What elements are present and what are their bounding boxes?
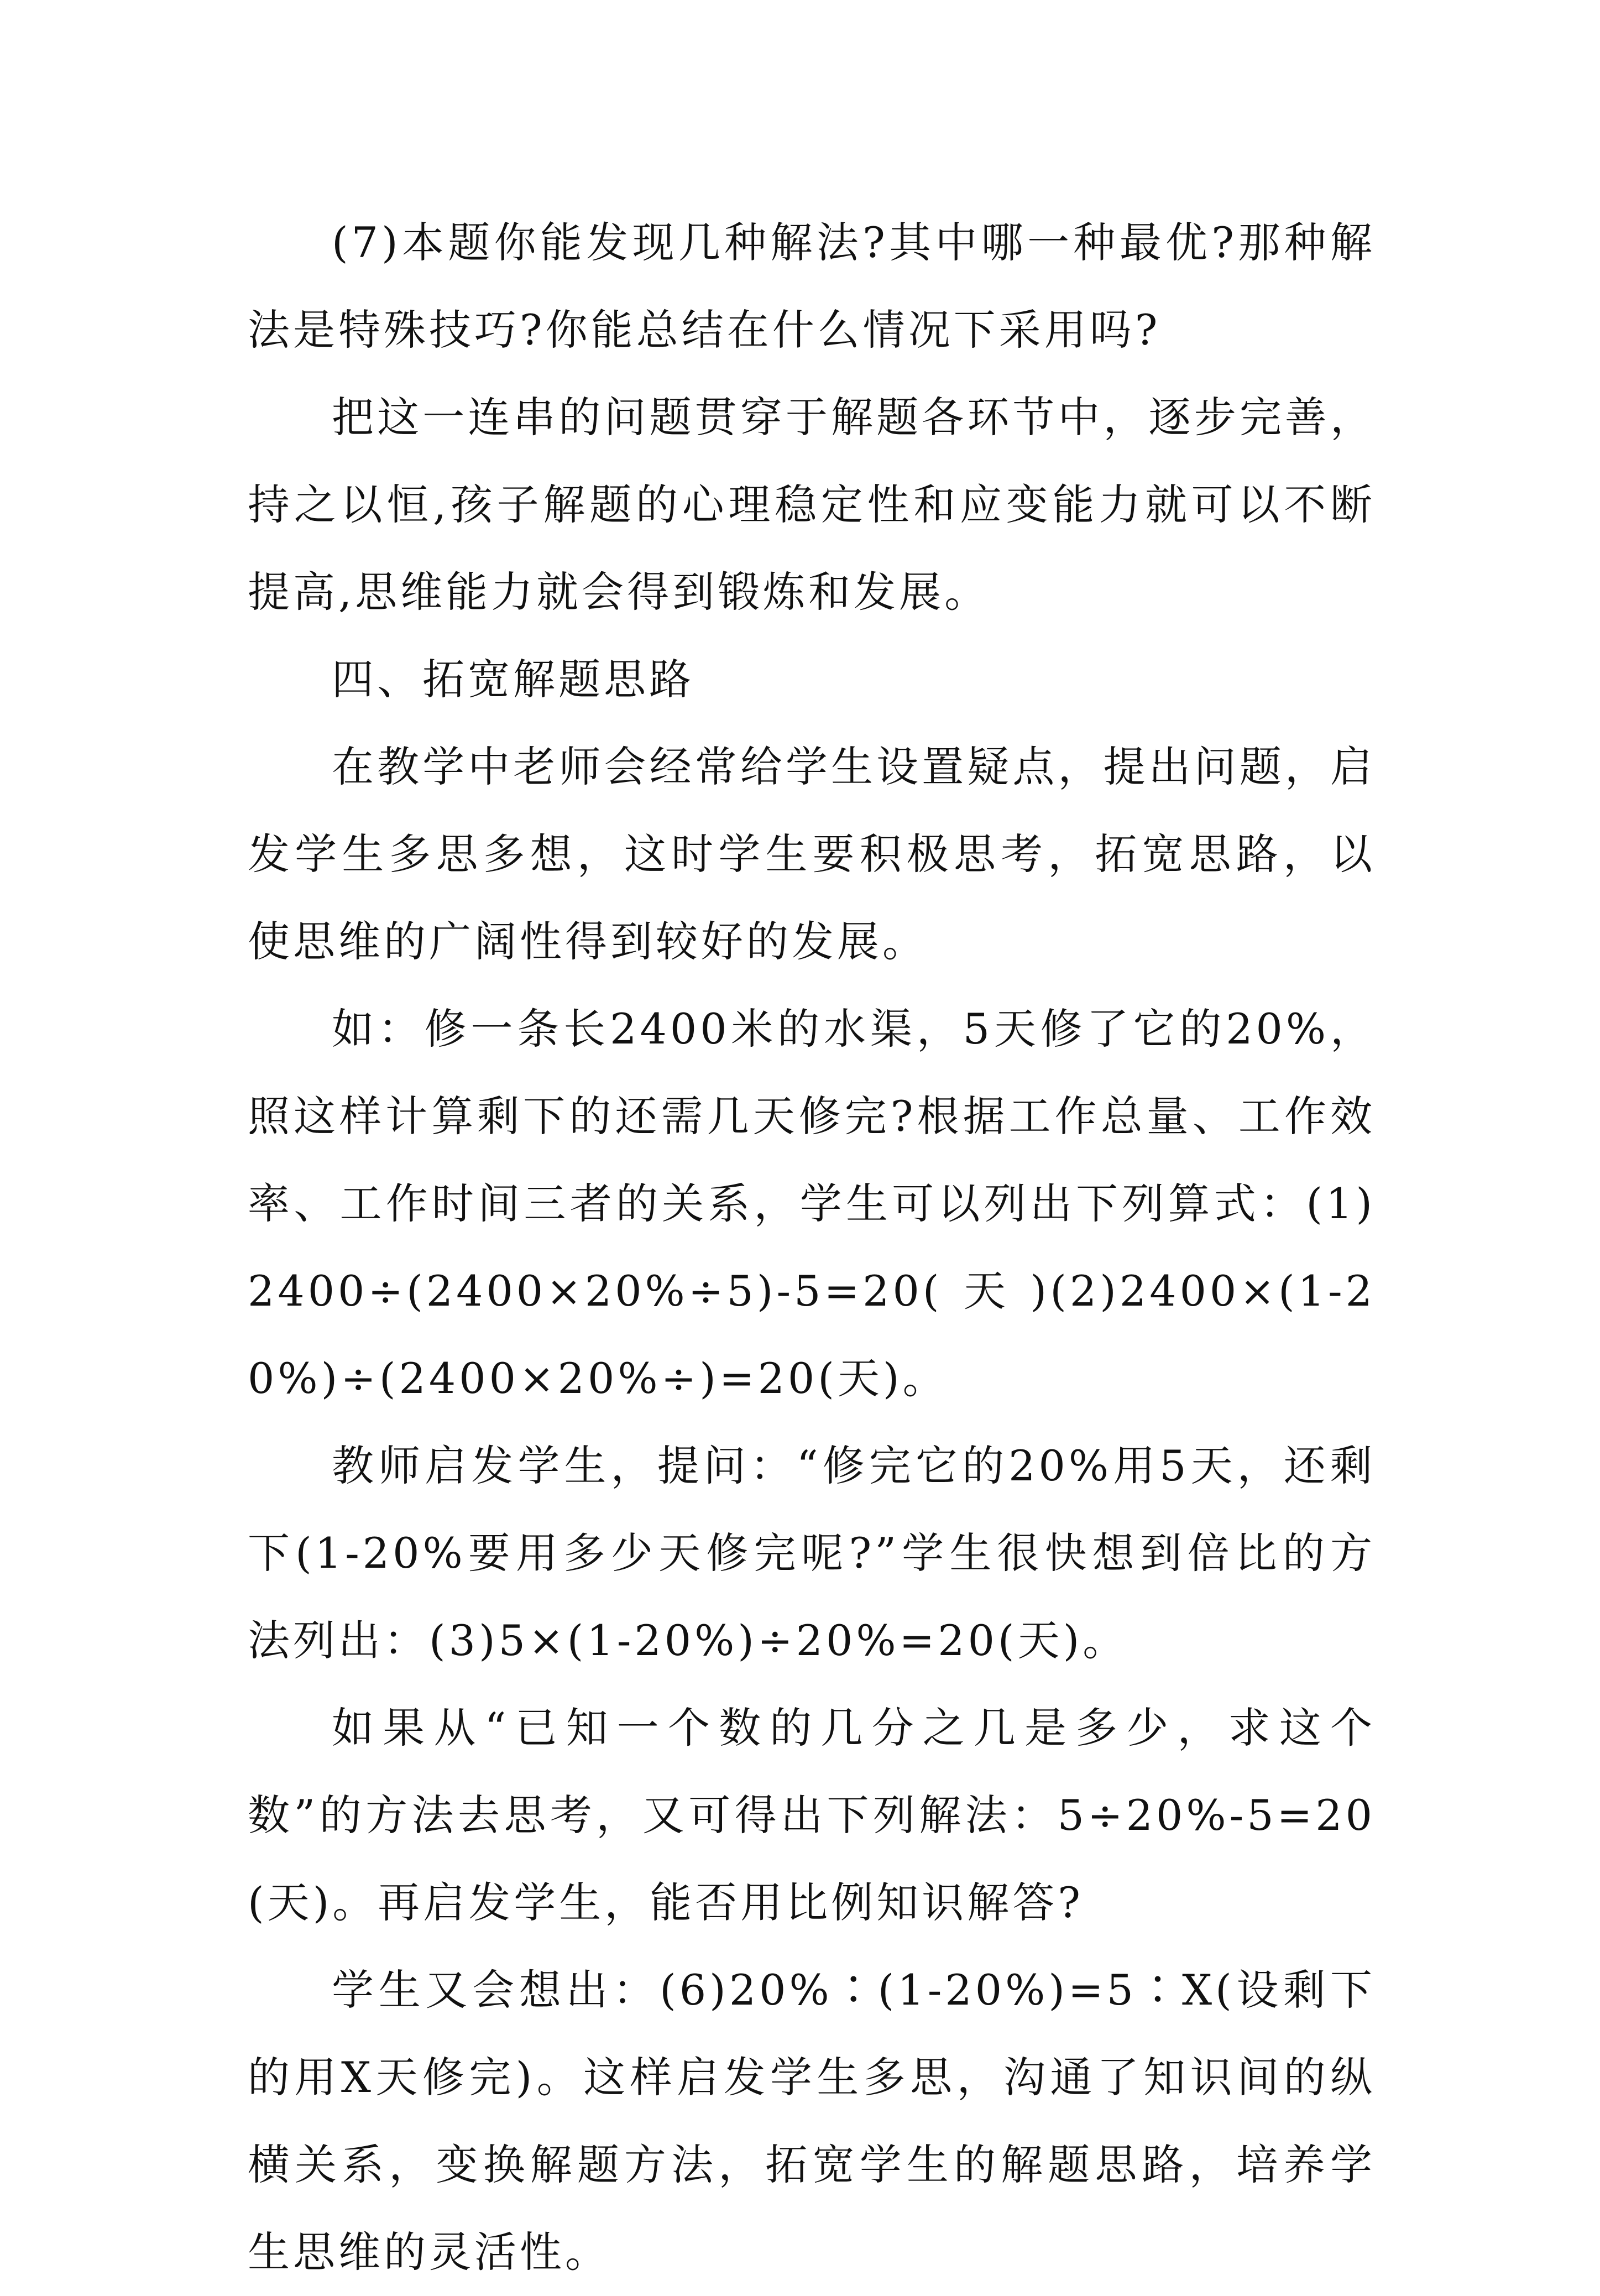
document-body	[248, 199, 1376, 2296]
paragraph-proportion-method: 学生又会想出：(6)20%∶(1-20%)=5∶X(设剩下的用X天修完)。这样启发学生多思，沟通了知识间的纵横关系，变换解题方法，拓宽学生的解题思路，培养学生思维的灵活性。	[248, 1965, 1376, 2277]
paragraph-persistence: 把这一连串的问题贯穿于解题各环节中，逐步完善，持之以恒,孩子解题的心理稳定性和应变能力就可以不断提高,思维能力就会得到锻炼和发展。	[248, 393, 1376, 617]
paragraph-teaching: 在教学中老师会经常给学生设置疑点，提出问题，启发学生多思多想，这时学生要积极思考，拓宽思路，以使思维的广阔性得到较好的发展。	[248, 742, 1376, 966]
paragraph-example-problem: 如：修一条长2400米的水渠，5天修了它的20%，照这样计算剩下的还需几天修完?根据工作总量、工作效率、工作时间三者的关系，学生可以列出下列算式：(1)2400÷(2400×20%÷5)-5=20(天)(2)2400×(1-20%)÷(2400×20%÷)=20(天)。	[248, 1004, 1376, 1403]
paragraph-fraction-method: 如果从“已知一个数的几分之几是多少，求这个数”的方法去思考，又可得出下列解法：5÷20%-5=20(天)。再启发学生，能否用比例知识解答?	[248, 1703, 1376, 1927]
section-heading: 四、拓宽解题思路	[332, 655, 694, 704]
paragraph-solution-questions: (7)本题你能发现几种解法?其中哪一种最优?那种解法是特殊技巧?你能总结在什么情况下采用吗?	[248, 218, 1376, 354]
paragraph-teacher-prompt: 教师启发学生，提问：“修完它的20%用5天，还剩下(1-20%要用多少天修完呢?”学生很快想到倍比的方法列出：(3)5×(1-20%)÷20%=20(天)。	[248, 1441, 1376, 1665]
